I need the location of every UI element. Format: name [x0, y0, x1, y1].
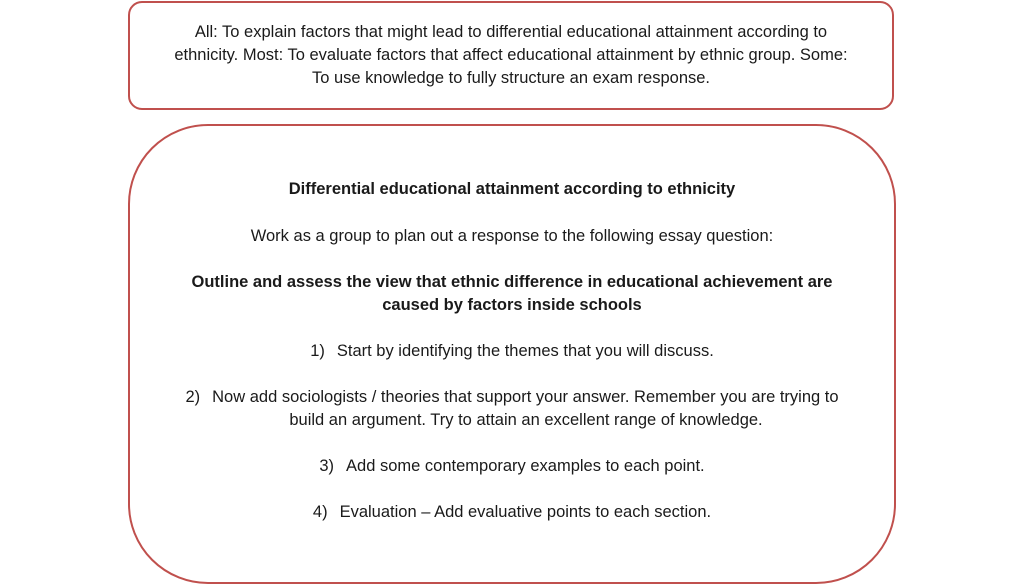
step-2-text: Now add sociologists / theories that support your answer. Remember you are trying to: [212, 388, 839, 406]
step-2: [0, 386, 1024, 409]
task-heading: Differential educational attainment according to ethnicity: [288, 180, 736, 198]
objectives-line-2: ethnicity. Most: To evaluate factors that affect educational attainment by ethnic group. Some:: [174, 46, 848, 64]
task-intro: Work as a group to plan out a response to the following essay question:: [250, 227, 774, 245]
essay-question-line-2: caused by factors inside schools: [382, 296, 642, 314]
step-3-text: Add some contemporary examples to each point.: [346, 457, 705, 475]
step-2-number: 2): [185, 388, 201, 406]
essay-question-line-1: Outline and assess the view that ethnic difference in educational achievement are: [191, 273, 833, 291]
step-4-text: Evaluation – Add evaluative points to each section.: [339, 503, 712, 521]
learning-objectives: [174, 21, 847, 90]
step-4-number: 4): [312, 503, 328, 521]
step-4: [0, 501, 1024, 524]
objectives-box: [128, 1, 894, 110]
step-1: [0, 340, 1024, 363]
step-3: [0, 455, 1024, 478]
step-1-text: Start by identifying the themes that you will discuss.: [336, 342, 714, 360]
step-1-number: 1): [310, 342, 325, 360]
objectives-line-1: All: To explain factors that might lead to differential educational attainment according to: [194, 23, 828, 41]
objectives-line-3: To use knowledge to fully structure an exam response.: [311, 69, 711, 87]
step-3-number: 3): [319, 457, 335, 475]
step-2-continuation: build an argument. Try to attain an excellent range of knowledge.: [289, 411, 763, 429]
